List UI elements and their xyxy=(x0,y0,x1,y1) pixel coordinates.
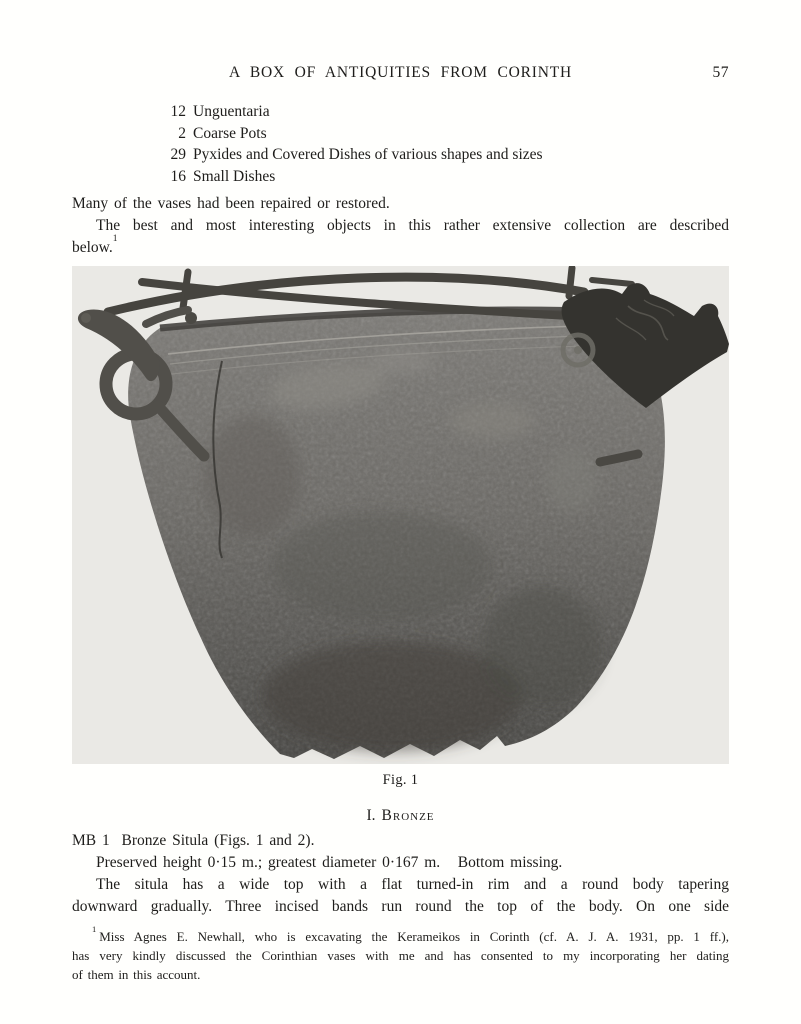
footnote-text: Miss Agnes E. Newhall, who is excavating the Kerameikos in Corinth (cf. A. J. A. 1931, pp. 1 ff.), xyxy=(99,929,729,944)
description-line: downward gradually. Three incised bands run round the top of the body. On one side xyxy=(72,898,729,915)
text-fragment: below. xyxy=(72,239,113,256)
item-count: 12 xyxy=(170,103,186,120)
item-label: Small Dishes xyxy=(193,167,276,185)
section-heading xyxy=(72,807,729,825)
page-content xyxy=(0,64,801,984)
list-item xyxy=(164,101,729,123)
footnote-line xyxy=(72,923,729,946)
figure-1 xyxy=(72,266,729,789)
item-count: 29 xyxy=(170,146,186,163)
figure-caption: Fig. 1 xyxy=(382,772,419,788)
page-title: A BOX OF ANTIQUITIES FROM CORINTH xyxy=(229,64,572,81)
situla-photo-drawing xyxy=(72,266,729,764)
catalog-entry xyxy=(72,830,729,918)
text-line: The best and most interesting objects in this rather extensive collection are described xyxy=(96,217,729,234)
item-count: 16 xyxy=(170,167,186,185)
inventory-list xyxy=(164,101,729,187)
catalog-heading: MB 1 Bronze Situla (Figs. 1 and 2). xyxy=(72,832,315,849)
footnote-line: has very kindly discussed the Corinthian vases with me and has consented to my incorporating her dating xyxy=(72,948,729,963)
footnote-line: of them in this account. xyxy=(72,967,201,982)
section-title: Bronze xyxy=(381,807,435,824)
list-item xyxy=(164,166,729,188)
footnote-reference: 1 xyxy=(112,233,118,244)
item-count: 2 xyxy=(178,124,186,142)
text-line xyxy=(72,233,729,259)
situla-photograph xyxy=(72,266,729,764)
section-numeral: I. xyxy=(366,807,376,824)
list-item xyxy=(164,144,729,166)
item-label: Coarse Pots xyxy=(193,124,267,142)
footnote xyxy=(72,923,729,984)
text-line: Many of the vases had been repaired or restored. xyxy=(72,195,390,212)
page-number: 57 xyxy=(712,64,729,81)
item-label: Unguentaria xyxy=(193,103,270,120)
footnote-marker: 1 xyxy=(92,923,97,934)
list-item xyxy=(164,123,729,145)
attachment-boss-center xyxy=(574,346,582,354)
running-head xyxy=(72,64,729,84)
description-line: The situla has a wide top with a flat turned-in rim and a round body tapering xyxy=(96,876,729,893)
intro-paragraph xyxy=(72,193,729,259)
item-label: Pyxides and Covered Dishes of various shapes and sizes xyxy=(193,146,543,163)
measurements-line: Preserved height 0·15 m.; greatest diameter 0·167 m. Bottom missing. xyxy=(96,854,563,871)
